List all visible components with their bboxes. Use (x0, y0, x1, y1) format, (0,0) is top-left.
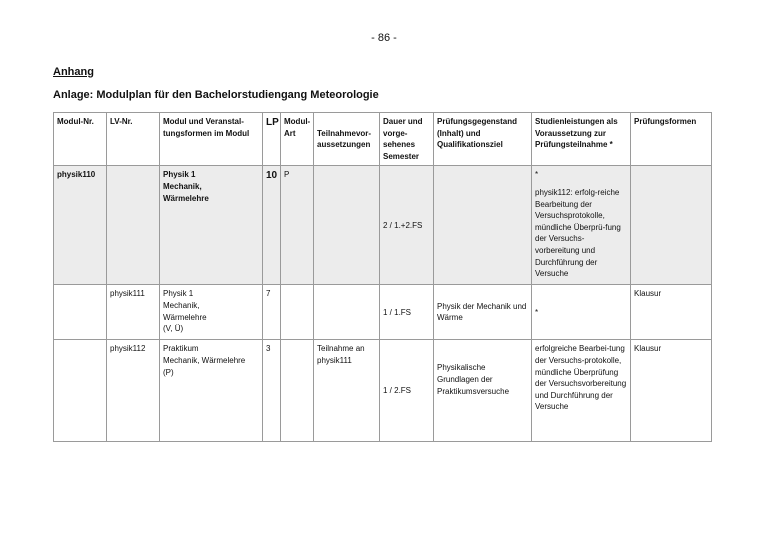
table-row (54, 340, 712, 442)
header-lv-nr: LV-Nr. (107, 113, 160, 166)
header-modul-veranstaltung: Modul und Veranstal-tungsformen im Modul (160, 113, 263, 166)
title-line: Mechanik, (163, 181, 202, 191)
header-teilnahmevoraussetzungen: Teilnahmevor-aussetzungen (314, 113, 380, 166)
cell-teilnahme (314, 285, 380, 340)
table-row (54, 285, 712, 340)
title-line: Wärmelehre (163, 312, 207, 322)
cell-module-title (160, 166, 263, 285)
title-line: (P) (163, 367, 174, 377)
cell-lp: 3 (263, 340, 281, 442)
cell-lv-nr: physik111 (107, 285, 160, 340)
cell-dauer: 1 / 2.FS (380, 340, 434, 442)
cell-modul-art (281, 285, 314, 340)
module-plan-table (53, 112, 712, 442)
title-line: Physik 1 (163, 289, 194, 299)
header-studienleistungen: Studienleistungen als Voraussetzung zur Prüfungsteilnahme * (532, 113, 631, 166)
cell-module-title (160, 340, 263, 442)
cell-pruefungsgegenstand: Physikalische Grundlagen der Praktikumsversuche (434, 340, 532, 442)
cell-lv-nr: physik112 (107, 340, 160, 442)
header-modul-art: Modul-Art (281, 113, 314, 166)
cell-dauer: 1 / 1.FS (380, 285, 434, 340)
title-line: Wärmelehre (163, 193, 209, 203)
cell-studienleistungen (532, 166, 631, 285)
cell-modul-nr (54, 340, 107, 442)
cell-module-title (160, 285, 263, 340)
cell-teilnahme: Teilnahme an physik111 (314, 340, 380, 442)
cell-modul-nr (54, 285, 107, 340)
title-line: Praktikum (163, 344, 199, 354)
title-line: Physik 1 (163, 170, 196, 180)
cell-lp: 10 (263, 166, 281, 285)
cell-modul-art: P (281, 166, 314, 285)
header-dauer-semester: Dauer und vorge-sehenes Semester (380, 113, 434, 166)
cell-teilnahme (314, 166, 380, 285)
cell-lp: 7 (263, 285, 281, 340)
cell-pruefungsgegenstand (434, 166, 532, 285)
table-row (54, 166, 712, 285)
table-header-row (54, 113, 712, 166)
cell-studienleistungen: * (532, 285, 631, 340)
header-pruefungsgegenstand: Prüfungsgegenstand (Inhalt) und Qualifikationsziel (434, 113, 532, 166)
header-modul-nr: Modul-Nr. (54, 113, 107, 166)
cell-studienleistungen: erfolgreiche Bearbei-tung der Versuchs-protokolle, mündliche Überprüfung der Versuchsvorbereitung und Durchführung der Versuche (532, 340, 631, 442)
header-lp: LP (263, 113, 281, 166)
annex-title: Anlage: Modulplan für den Bachelorstudiengang Meteorologie (53, 89, 379, 101)
section-heading: Anhang (53, 66, 94, 78)
cell-pruefungsformen: Klausur (631, 340, 712, 442)
title-line: Mechanik, Wärmelehre (163, 355, 246, 365)
studienleistungen-text: physik112: erfolg-reiche Bearbeitung der Versuchsprotokolle, mündliche Überprü-fung der Versuchs-vorbereitung und Durchführung der Versuche (535, 187, 621, 279)
title-line: (V, Ü) (163, 324, 184, 334)
cell-dauer: 2 / 1.+2.FS (380, 166, 434, 285)
cell-pruefungsformen: Klausur (631, 285, 712, 340)
cell-pruefungsgegenstand: Physik der Mechanik und Wärme (434, 285, 532, 340)
cell-lv-nr (107, 166, 160, 285)
cell-modul-nr: physik110 (54, 166, 107, 285)
title-line: Mechanik, (163, 300, 200, 310)
header-pruefungsformen: Prüfungsformen (631, 113, 712, 166)
cell-modul-art (281, 340, 314, 442)
page-number: - 86 - (371, 32, 397, 44)
cell-pruefungsformen (631, 166, 712, 285)
asterisk-mark: * (535, 170, 539, 180)
